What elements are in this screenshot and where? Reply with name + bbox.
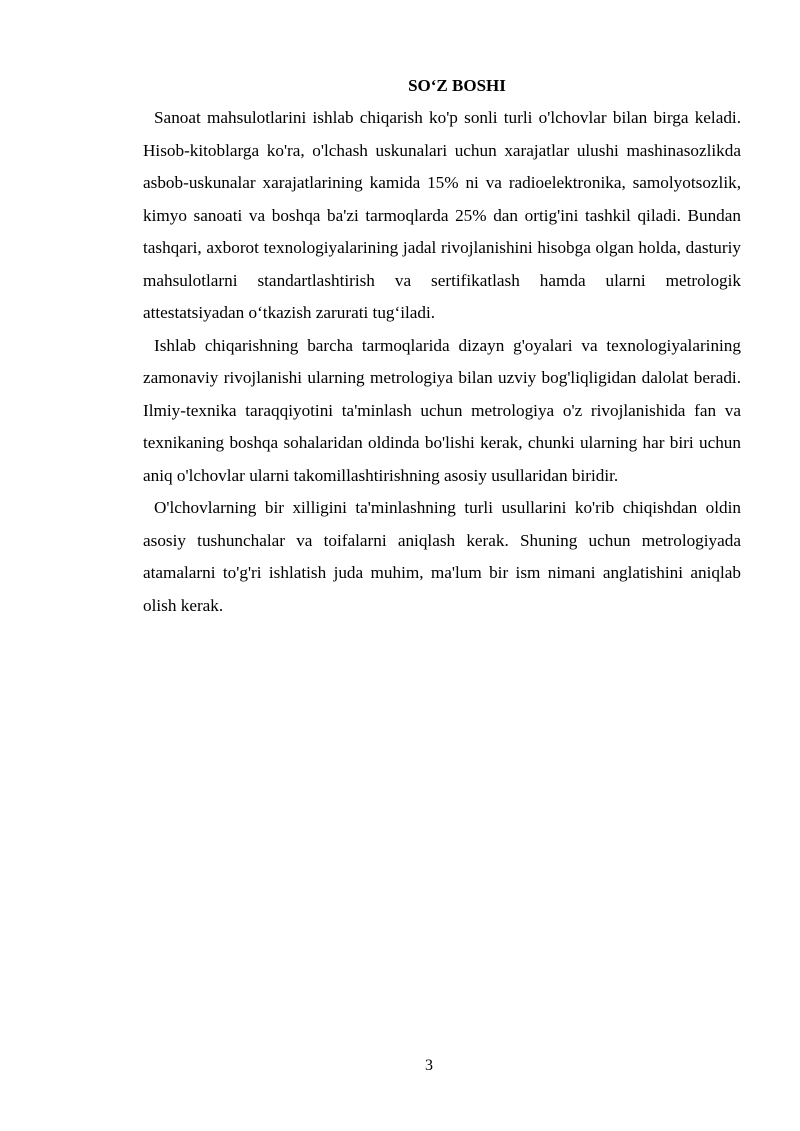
page-content <box>143 76 741 622</box>
paragraph-2: Ishlab chiqarishning barcha tarmoqlarida dizayn g'oyalari va texnologiyalarining zamonaviy rivojlanishi ularning metrologiya bilan uzviy bog'liqligidan dalolat beradi. Ilmiy-texnika taraqqiyotini ta'minlash uchun metrologiya o'z rivojlanishida fan va texnikaning boshqa sohalaridan oldinda bo'lishi kerak, chunki ularning har biri uchun aniq o'lchovlar ularni takomillashtirishning asosiy usullaridan biridir. <box>143 335 741 485</box>
paragraph-1: Sanoat mahsulotlarini ishlab chiqarish ko'p sonli turli o'lchovlar bilan birga keladi. Hisob-kitoblarga ko'ra, o'lchash uskunalari uchun xarajatlar ulushi mashinasozlikda asbob-uskunalar xarajatlarining kamida 15% ni va radioelektronika, samolyotsozlik, kimyo sanoati va boshqa ba'zi tarmoqlarda 25% dan ortig'ini tashkil qiladi. Bundan tashqari, axborot texnologiyalarining jadal rivojlanishini hisobga olgan holda, dasturiy mahsulotlarni standartlashtirish va sertifikatlash hamda ularni metrologik attestatsiyadan o‘tkazish zarurati tug‘iladi. <box>143 108 741 322</box>
page-number: 3 <box>425 1057 433 1074</box>
section-title: SO‘Z BOSHI <box>408 76 506 95</box>
paragraph-3: O'lchovlarning bir xilligini ta'minlashning turli usullarini ko'rib chiqishdan oldin asosiy tushunchalar va toifalarni aniqlash kerak. Shuning uchun metrologiyada atamalarni to'g'ri ishlatish juda muhim, ma'lum bir ism nimani anglatishini aniqlab olish kerak. <box>143 498 741 615</box>
